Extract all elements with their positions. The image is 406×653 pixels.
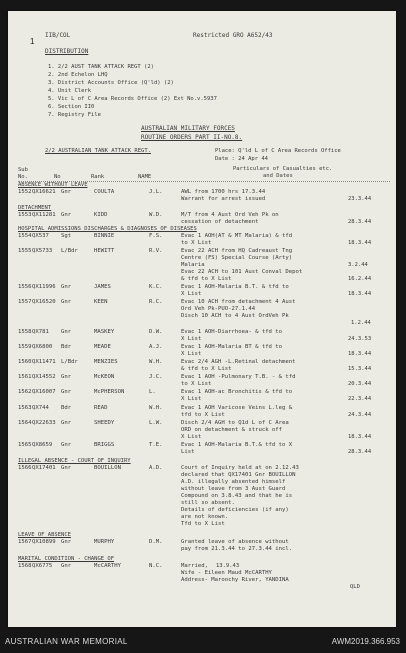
- particulars-line: to X List: [181, 381, 212, 387]
- section-hospital: HOSPITAL ADMISSIONS DISCHARGES & DIAGNOSES OF DISEASES: [18, 226, 197, 232]
- header-dates: and Dates: [263, 173, 293, 179]
- footer-source: AUSTRALIAN WAR MEMORIAL: [5, 637, 128, 646]
- record-field: QX8659: [32, 442, 53, 448]
- particulars-line: declared that QX17401 Gnr BOUILLON: [181, 472, 296, 478]
- distribution-item: 3. District Accounts Office (Q'ld) (2): [48, 80, 174, 86]
- record-field: Court of Inquiry held at on 2.12.43: [181, 465, 299, 471]
- record-field: McPHERSON: [94, 389, 125, 395]
- record-field: Gnr: [61, 284, 72, 290]
- record-row: [18, 405, 390, 412]
- particulars-date: 3.2.44: [348, 262, 368, 268]
- record-field: MENZIES: [94, 359, 118, 365]
- particulars-line: X List: [181, 351, 202, 357]
- particulars-line: & tfd to X List: [181, 276, 232, 282]
- record-row: [18, 344, 390, 351]
- record-field: BRIGGS: [94, 442, 115, 448]
- record-row: [18, 359, 390, 366]
- record-field: QX14552: [32, 374, 56, 380]
- record-field: Married,: [181, 563, 208, 569]
- page-mark: 1: [30, 37, 35, 46]
- record-field: Evac 1 AOH-Malaria B.T.& tfd to X: [181, 442, 293, 448]
- record-field: Gnr: [61, 212, 72, 218]
- particulars-line: Warrant for arrest issued: [181, 196, 266, 202]
- particulars-date: 18.3.44: [348, 351, 372, 357]
- record-field: 1553: [18, 212, 32, 218]
- particulars-line: List: [181, 449, 195, 455]
- record-field: Evac 1 AOH(AT & MT Malaria) & tfd: [181, 233, 293, 239]
- record-field: W.H.: [149, 359, 163, 365]
- record-field: Sgt: [61, 233, 72, 239]
- record-row: [18, 329, 390, 336]
- record-field: Bdr: [61, 405, 72, 411]
- particulars-line: Ord Veh Pk-PUO-27.1.44: [181, 306, 256, 312]
- record-row: [18, 563, 390, 570]
- record-field: Evac 22 ACH from HQ Cadreaust Tng: [181, 248, 293, 254]
- particulars-date: 16.2.44: [348, 276, 372, 282]
- record-field: Evac 1 AOH-Malaria BT & tfd to: [181, 344, 283, 350]
- rank: Gnr: [61, 189, 72, 195]
- header-name: NAME: [138, 174, 152, 180]
- record-field: 1556: [18, 284, 32, 290]
- record-field: 1564: [18, 420, 32, 426]
- record-field: McCARTHY: [94, 563, 121, 569]
- record-field: N.C.: [149, 563, 163, 569]
- record-field: 1561: [18, 374, 32, 380]
- record-field: MURPHY: [94, 539, 115, 545]
- record-field: D.M.: [149, 539, 163, 545]
- record-field: QX537: [32, 233, 49, 239]
- header-rank: Rank: [91, 174, 105, 180]
- particulars-line: X List: [181, 396, 202, 402]
- record-row: [18, 539, 390, 546]
- particulars-line: are not known.: [181, 514, 229, 520]
- record-field: QX16007: [32, 389, 56, 395]
- section-detachment: DETACHMENT: [18, 205, 52, 211]
- record-field: Gnr: [61, 465, 72, 471]
- particulars-date: 20.3.44: [348, 381, 372, 387]
- record-field: 1563: [18, 405, 32, 411]
- record-field: L.: [149, 389, 156, 395]
- particulars-line: without leave from 3 Aust Guard: [181, 486, 286, 492]
- record-field: QX781: [32, 329, 49, 335]
- record-field: McKEON: [94, 374, 115, 380]
- record-field: R.V.: [149, 248, 163, 254]
- particulars-line: Malaria: [181, 262, 205, 268]
- particulars-line: Compound on 3.8.43 and that he is: [181, 493, 293, 499]
- record-field: MASKEY: [94, 329, 115, 335]
- record-field: L/Bdr: [61, 248, 78, 254]
- record-field: HEWITT: [94, 248, 115, 254]
- section-marital: MARITAL CONDITION - CHANGE OF: [18, 556, 115, 562]
- section-illegal-absence: ILLEGAL ABSENCE - COURT OF INQUIRY: [18, 458, 131, 464]
- unit-name: 2/2 AUSTRALIAN TANK ATTACK REGT.: [45, 148, 151, 154]
- distribution-item: 4. Unit Clerk: [48, 88, 92, 94]
- header-particulars: Particulars of Casualties etc.: [233, 166, 333, 172]
- surname: COULTA: [94, 189, 115, 195]
- document-page: [8, 11, 396, 627]
- record-field: Disch 2/4 AGH to Q1d L of C Area: [181, 420, 289, 426]
- particulars-date: 22.3.44: [348, 396, 372, 402]
- place: Place: Q'ld L of C Area Records Office: [215, 148, 341, 154]
- particulars-line: A.D. illegally absented himself: [181, 479, 286, 485]
- distribution-item: 1. 2/2 AUST TANK ATTACK REGT (2): [48, 64, 154, 70]
- header-no-top: No.: [18, 174, 28, 180]
- particulars-line: Details of deficiencies (if any): [181, 507, 289, 513]
- title-routine-orders: ROUTINE ORDERS PART II-NO.8.: [141, 134, 243, 141]
- particulars-line: QLD: [350, 584, 360, 590]
- record-row: [18, 374, 390, 381]
- record-field: L/Bdr: [61, 359, 78, 365]
- record-field: 1565: [18, 442, 32, 448]
- record-field: JAMES: [94, 284, 111, 290]
- particulars-date: 24.3.53: [348, 336, 372, 342]
- record-field: A.J.: [149, 344, 163, 350]
- distribution-title: DISTRIBUTION: [45, 48, 89, 55]
- record-field: Evac 2/4 AGH -L.Retinal detachment: [181, 359, 296, 365]
- record-field: W.D.: [149, 212, 163, 218]
- particulars-line: ORD on detachment & struck off: [181, 427, 283, 433]
- record-field: W.H.: [149, 405, 163, 411]
- header-no: No: [54, 174, 61, 180]
- record-field: L.W.: [149, 420, 163, 426]
- record-field: QX6800: [32, 344, 53, 350]
- particulars-line: & tfd to X List: [181, 366, 232, 372]
- particulars-date: 1.2.44: [351, 320, 371, 326]
- record-row: [18, 420, 390, 427]
- record-field: READ: [94, 405, 108, 411]
- record-row: [18, 299, 390, 306]
- particulars-line: Address- Maroochy River, YANDINA: [181, 577, 289, 583]
- record-field: A.D.: [149, 465, 163, 471]
- footer-bar: [0, 628, 406, 653]
- particulars: AWL from 1700 hrs 17.3.44: [181, 189, 266, 195]
- record-field: Evac 1 AOH-Malaria B.T. & tfd to: [181, 284, 289, 290]
- record-field: Gnr: [61, 389, 72, 395]
- particulars-line: Tfd to X List: [181, 521, 225, 527]
- record-field: QX11996: [32, 284, 56, 290]
- record-field: F.S.: [149, 233, 163, 239]
- particulars-date: 28.3.44: [348, 449, 372, 455]
- record-field: QX17401: [32, 465, 56, 471]
- record-row: [18, 189, 390, 196]
- record-field: 1562: [18, 389, 32, 395]
- record-field: QX6775: [32, 563, 53, 569]
- record-field: 1559: [18, 344, 32, 350]
- record-field: 1555: [18, 248, 32, 254]
- record-field: QX744: [32, 405, 49, 411]
- record-field: 1567: [18, 539, 32, 545]
- particulars-line: tfd to X List: [181, 412, 225, 418]
- record-field: QX11471: [32, 359, 56, 365]
- distribution-item: 7. Registry File: [48, 112, 101, 118]
- record-field: 1557: [18, 299, 32, 305]
- record-row: [18, 465, 390, 472]
- particulars-date: 18.3.44: [348, 240, 372, 246]
- particulars-line: pay from 21.3.44 to 27.3.44 incl.: [181, 546, 293, 552]
- record-field: Evac 10 ACH from detachment 4 Aust: [181, 299, 296, 305]
- record-field: Gnr: [61, 299, 72, 305]
- section-leave: LEAVE OF ABSENCE: [18, 532, 71, 538]
- particulars-line: Disch 10 ACH to 4 Aust OrdVeh Pk: [181, 313, 289, 319]
- record-field: T.E.: [149, 442, 163, 448]
- record-field: Evac 1 AOH-Diarrhoea- & tfd to: [181, 329, 283, 335]
- ref-left: IIB/COL: [45, 32, 71, 39]
- particulars-line: Centre (FS) Special Course (Arty): [181, 255, 293, 261]
- record-row: [18, 248, 390, 255]
- particulars-line: Wife - Eileen Maud McCARTHY: [181, 570, 272, 576]
- record-field: R.C.: [149, 299, 163, 305]
- record-field: M/T from 4 Aust Ord Veh Pk on: [181, 212, 279, 218]
- record-field: 1558: [18, 329, 32, 335]
- record-field: Evac 1 AOH -Pulmonary T.B. - & tfd: [181, 374, 296, 380]
- record-field: J.C.: [149, 374, 163, 380]
- distribution-item: 5. Vic L of C Area Records Office (2) Ext No.v.5937: [48, 96, 217, 102]
- record-field: QX5733: [32, 248, 53, 254]
- record-field: 1566: [18, 465, 32, 471]
- ref-right: Restricted GRO A652/43: [193, 32, 273, 39]
- record-field: QX22633: [32, 420, 56, 426]
- record-field: Gnr: [61, 563, 72, 569]
- particulars-date: 24.3.44: [348, 412, 372, 418]
- record-field: SHEEDY: [94, 420, 115, 426]
- particulars-line: to X List: [181, 240, 212, 246]
- record-field: KEEN: [94, 299, 108, 305]
- distribution-item: 6. Section II0: [48, 104, 95, 110]
- record-field: QX11281: [32, 212, 56, 218]
- particulars-date: 15.3.44: [348, 366, 372, 372]
- service-number: QX16621: [32, 189, 56, 195]
- record-field: 1560: [18, 359, 32, 365]
- title-amf: AUSTRALIAN MILITARY FORCES: [141, 125, 235, 132]
- record-field: KIDD: [94, 212, 108, 218]
- particulars-date: 28.3.44: [348, 219, 372, 225]
- record-field: Granted leave of absence without: [181, 539, 289, 545]
- record-number: 1552: [18, 189, 32, 195]
- particulars-line: X List: [181, 336, 202, 342]
- footer-id: AWM2019.366.953: [331, 637, 400, 646]
- distribution-item: 2. 2nd Echelon LHQ: [48, 72, 108, 78]
- record-field: QX16520: [32, 299, 56, 305]
- header-sub: Sub: [18, 167, 28, 173]
- record-row: [18, 212, 390, 219]
- particulars-line: cessation of detachment: [181, 219, 259, 225]
- section-awl: ABSENCE WITHOUT LEAVE: [18, 182, 88, 188]
- record-row: [18, 389, 390, 396]
- record-row: [18, 284, 390, 291]
- record-field: BINNIE: [94, 233, 115, 239]
- particulars-date: 18.3.44: [348, 291, 372, 297]
- particulars-line: still so absent.: [181, 500, 235, 506]
- particulars-line: X List: [181, 291, 202, 297]
- married-date: 13.9.43: [216, 563, 240, 569]
- record-field: BOUILLON: [94, 465, 121, 471]
- record-field: Evac 1 AOH Varicose Veins L.leg &: [181, 405, 293, 411]
- particulars-date: 18.3.44: [348, 434, 372, 440]
- record-row: [18, 233, 390, 240]
- record-field: 1554: [18, 233, 32, 239]
- record-field: D.W.: [149, 329, 163, 335]
- record-field: QX10899: [32, 539, 56, 545]
- initials: J.L.: [149, 189, 163, 195]
- record-field: Gnr: [61, 374, 72, 380]
- record-field: K.C.: [149, 284, 163, 290]
- record-field: Gnr: [61, 442, 72, 448]
- particulars-line: X List: [181, 434, 202, 440]
- record-field: MEADE: [94, 344, 111, 350]
- record-field: Gnr: [61, 420, 72, 426]
- date: Date : 24 Apr 44: [215, 156, 268, 162]
- record-field: Bdr: [61, 344, 72, 350]
- particulars-date: 23.3.44: [348, 196, 372, 202]
- record-row: [18, 442, 390, 449]
- record-field: Evac 1 AOH-ac Bronchitis & tfd to: [181, 389, 293, 395]
- record-field: Gnr: [61, 329, 72, 335]
- record-field: Gnr: [61, 539, 72, 545]
- record-field: 1568: [18, 563, 32, 569]
- particulars-line: Evac 22 ACH to 101 Aust Conval Depot: [181, 269, 303, 275]
